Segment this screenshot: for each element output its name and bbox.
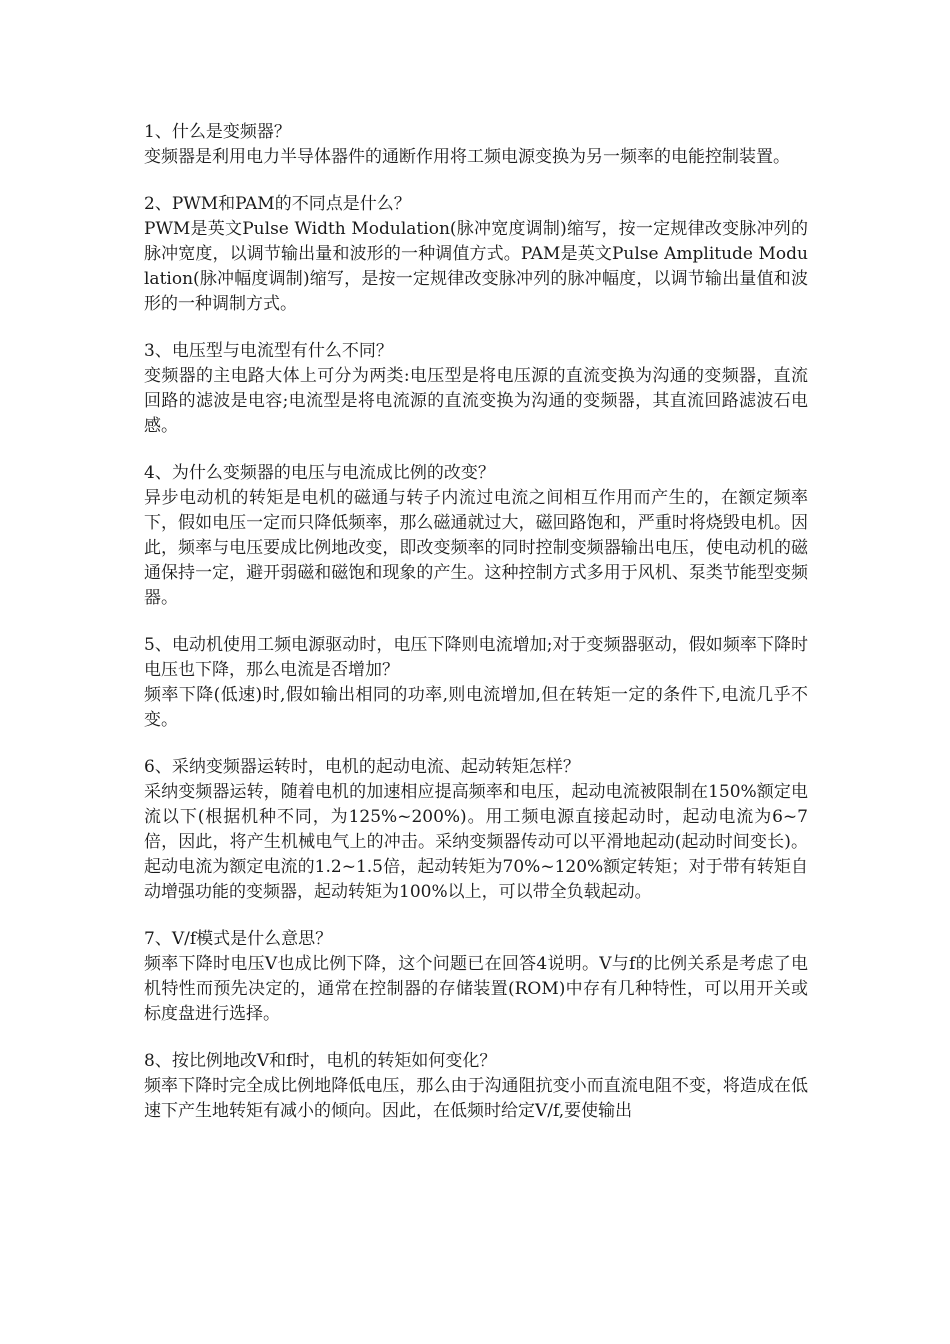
- question-heading: 3、电压型与电流型有什么不同？: [144, 341, 393, 361]
- question-heading: 6、采纳变频器运转时，电机的起动电流、起动转矩怎样？: [144, 757, 580, 777]
- qa-section-3: [144, 339, 808, 439]
- answer-paragraph: PWM是英文Pulse Width Modulation(脉冲宽度调制)缩写，按一定规律改变脉冲列的脉冲宽度，以调节输出量和波形的一种调值方式。PAM是英文Pulse Amplitude Modulation(脉冲幅度调制)缩写，是按一定规律改变脉冲列的脉冲幅度，以调节输出量值和波形的一种调制方式。: [144, 219, 808, 314]
- answer-paragraph: 变频器是利用电力半导体器件的通断作用将工频电源变换为另一频率的电能控制装置。: [144, 147, 790, 167]
- qa-section-1: [144, 120, 808, 170]
- qa-section-6: [144, 755, 808, 905]
- question-heading: 1、什么是变频器？: [144, 122, 291, 142]
- qa-section-8: [144, 1049, 808, 1124]
- answer-paragraph: 频率下降(低速)时,假如输出相同的功率,则电流增加,但在转矩一定的条件下,电流几乎不变。: [144, 685, 808, 730]
- qa-section-5: [144, 633, 808, 733]
- question-heading: 8、按比例地改V和f时，电机的转矩如何变化？: [144, 1051, 497, 1071]
- qa-section-7: [144, 927, 808, 1027]
- question-heading: 7、V/f模式是什么意思？: [144, 929, 333, 949]
- question-heading: 4、为什么变频器的电压与电流成比例的改变？: [144, 463, 495, 483]
- answer-paragraph: 采纳变频器运转，随着电机的加速相应提高频率和电压，起动电流被限制在150%额定电流以下(根据机种不同，为125%~200%)。用工频电源直接起动时，起动电流为6~7倍，因此，将产生机械电气上的冲击。采纳变频器传动可以平滑地起动(起动时间变长)。起动电流为额定电流的1.2~1.5倍，起动转矩为70%~120%额定转矩；对于带有转矩自动增强功能的变频器，起动转矩为100%以上，可以带全负载起动。: [144, 782, 808, 902]
- question-heading: 5、电动机使用工频电源驱动时，电压下降则电流增加;对于变频器驱动，假如频率下降时电压也下降，那么电流是否增加？: [144, 635, 808, 680]
- qa-section-4: [144, 461, 808, 611]
- document-body: [144, 120, 808, 1146]
- answer-paragraph: 变频器的主电路大体上可分为两类:电压型是将电压源的直流变换为沟通的变频器，直流回路的滤波是电容;电流型是将电流源的直流变换为沟通的变频器，其直流回路滤波石电感。: [144, 366, 808, 436]
- answer-paragraph: 频率下降时电压V也成比例下降，这个问题已在回答4说明。V与f的比例关系是考虑了电机特性而预先决定的，通常在控制器的存储装置(ROM)中存有几种特性，可以用开关或标度盘进行选择。: [144, 954, 808, 1024]
- answer-paragraph: 频率下降时完全成比例地降低电压，那么由于沟通阻抗变小而直流电阻不变，将造成在低速下产生地转矩有减小的倾向。因此，在低频时给定V/f,要使输出: [144, 1076, 808, 1121]
- question-heading: 2、PWM和PAM的不同点是什么？: [144, 194, 411, 214]
- answer-paragraph: 异步电动机的转矩是电机的磁通与转子内流过电流之间相互作用而产生的，在额定频率下，假如电压一定而只降低频率，那么磁通就过大，磁回路饱和，严重时将烧毁电机。因此，频率与电压要成比例地改变，即改变频率的同时控制变频器输出电压，使电动机的磁通保持一定，避开弱磁和磁饱和现象的产生。这种控制方式多用于风机、泵类节能型变频器。: [144, 488, 808, 608]
- qa-section-2: [144, 192, 808, 317]
